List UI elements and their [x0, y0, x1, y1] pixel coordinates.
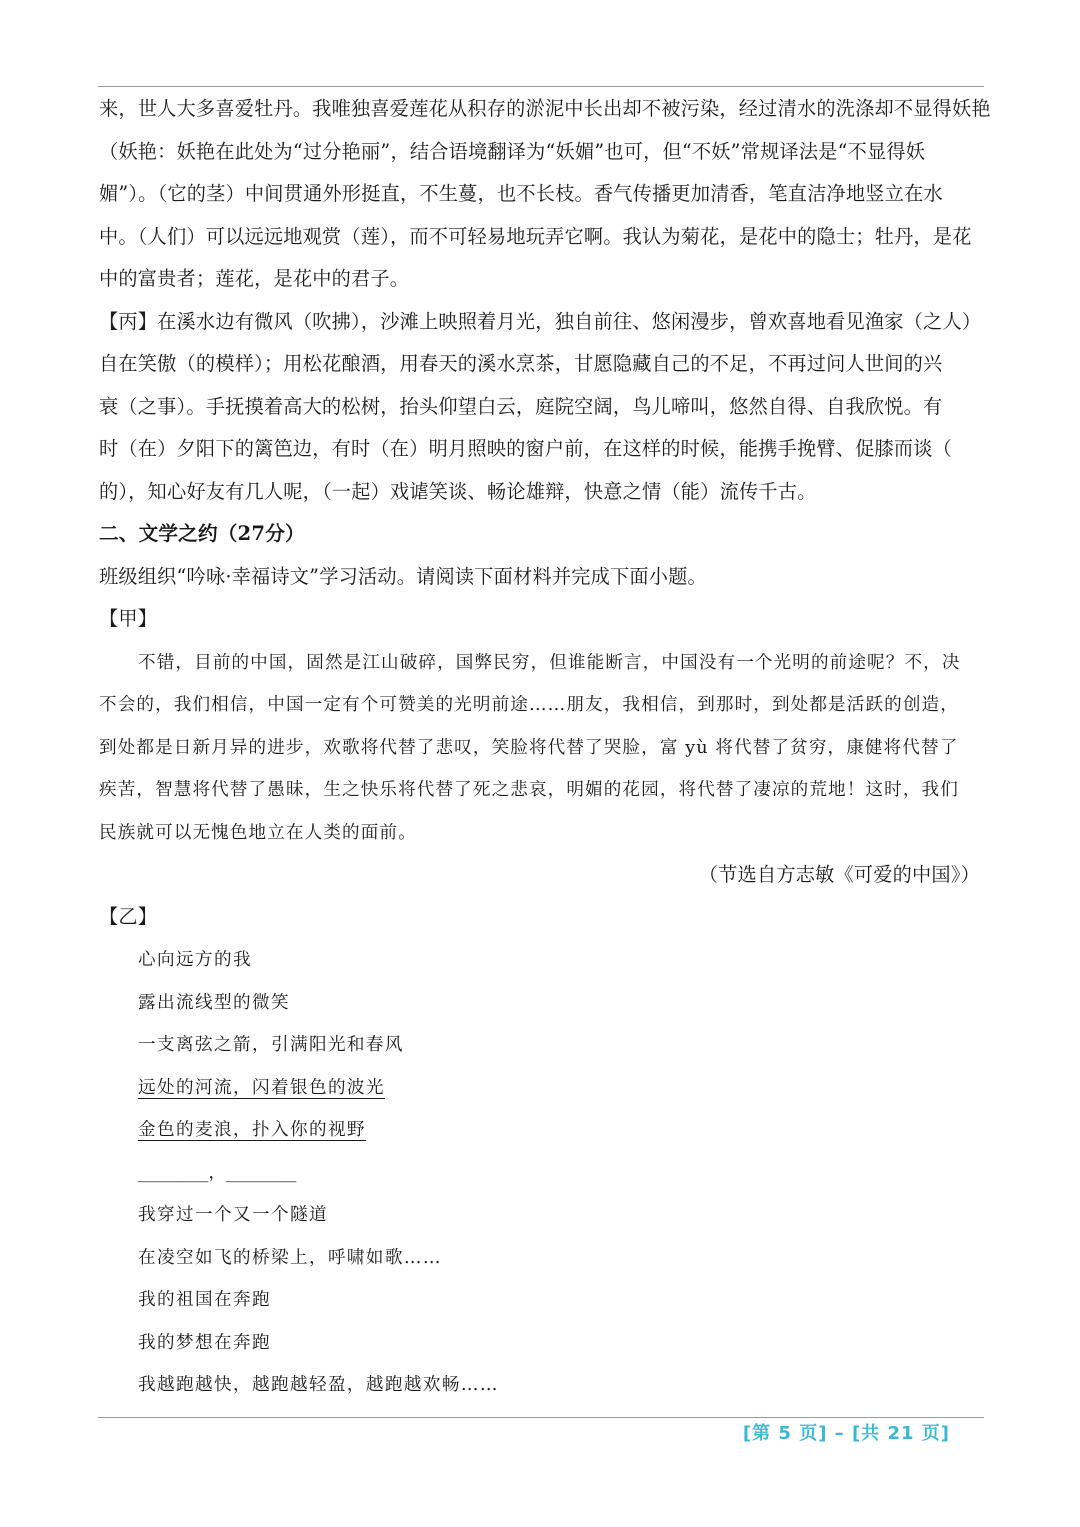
poem-line: 在凌空如飞的桥梁上，呼啸如歌…… — [138, 1248, 442, 1268]
jia-text-line: 到处都是日新月异的进步，欢歌将代替了悲叹，笑脸将代替了哭脸，富 yù 将代替了贫穷，康健将代替了 — [99, 738, 959, 758]
translation-line: （妖艳：妖艳在此处为“过分艳丽”，结合语境翻译为“妖媚”也可，但“不妖”常规译法是“不显得妖 — [99, 140, 926, 163]
translation-line: 的），知心好友有几人呢，（一起）戏谑笑谈、畅论雄辩，快意之情（能）流传千古。 — [99, 480, 817, 503]
jia-text-line: 不会的，我们相信，中国一定有个可赞美的光明前途……朋友，我相信，到那时，到处都是活跃的创造， — [99, 695, 959, 715]
poem-line-underlined: 金色的麦浪，扑入你的视野 — [138, 1120, 366, 1140]
translation-line: 来，世人大多喜爱牡丹。我唯独喜爱莲花从积存的淤泥中长出却不被污染，经过清水的洗涤却不显得妖艳 — [99, 97, 991, 120]
section-heading: 二、文学之约（27分） — [99, 522, 305, 545]
poem-line: 我穿过一个又一个隧道 — [138, 1205, 328, 1225]
jia-text-line: 疾苦，智慧将代替了愚昧，生之快乐将代替了死之悲哀，明媚的花园，将代替了凄凉的荒地！这时，我们 — [99, 780, 959, 800]
translation-line: 时（在）夕阳下的篱笆边，有时（在）明月照映的窗户前，在这样的时候，能携手挽臂、促膝而谈（ — [99, 437, 953, 460]
poem-line: 我的梦想在奔跑 — [138, 1333, 271, 1353]
translation-line: 中的富贵者；莲花，是花中的君子。 — [99, 267, 410, 290]
poem-line: 我的祖国在奔跑 — [138, 1290, 271, 1310]
translation-line: 【丙】在溪水边有微风（吹拂），沙滩上映照着月光，独自前往、悠闲漫步，曾欢喜地看见渔家（之人） — [99, 310, 982, 333]
translation-line: 中。（人们）可以远远地观赏（莲），而不可轻易地玩弄它啊。我认为菊花，是花中的隐士；牡丹，是花 — [99, 225, 972, 248]
top-divider — [98, 86, 984, 87]
poem-line: 一支离弦之箭，引满阳光和春风 — [138, 1035, 404, 1055]
poem-line: 露出流线型的微笑 — [138, 993, 290, 1013]
poem-blank-line: ________，________ — [138, 1163, 297, 1183]
jia-text-line: 民族就可以无愧色地立在人类的面前。 — [99, 823, 417, 843]
jia-source: （节选自方志敏《可爱的中国》） — [698, 863, 980, 886]
bottom-divider — [98, 1417, 984, 1418]
translation-line: 自在笑傲（的模样）；用松花酿酒，用春天的溪水烹茶，甘愿隐藏自己的不足，不再过问人世间的兴 — [99, 352, 943, 375]
translation-line: 衰（之事）。手抚摸着高大的松树，抬头仰望白云，庭院空阔，鸟儿啼叫，悠然自得、自我欣悦。有 — [99, 395, 943, 418]
jia-label: 【甲】 — [99, 607, 158, 630]
poem-line: 我越跑越快，越跑越轻盈，越跑越欢畅…… — [138, 1375, 499, 1395]
page-indicator: [第 5 页] – [共 21 页] — [742, 1423, 950, 1444]
poem-line: 心向远方的我 — [138, 950, 252, 970]
section-intro: 班级组织“吟咏·幸福诗文”学习活动。请阅读下面材料并完成下面小题。 — [99, 565, 707, 588]
yi-label: 【乙】 — [99, 905, 158, 928]
jia-text-line: 不错，目前的中国，固然是江山破碎，国弊民穷，但谁能断言，中国没有一个光明的前途呢？不，决 — [138, 653, 961, 673]
translation-line: 媚”）。（它的茎）中间贯通外形挺直，不生蔓，也不长枝。香气传播更加清香，笔直洁净地竖立在水 — [99, 182, 943, 205]
poem-line-underlined: 远处的河流，闪着银色的波光 — [138, 1078, 385, 1098]
